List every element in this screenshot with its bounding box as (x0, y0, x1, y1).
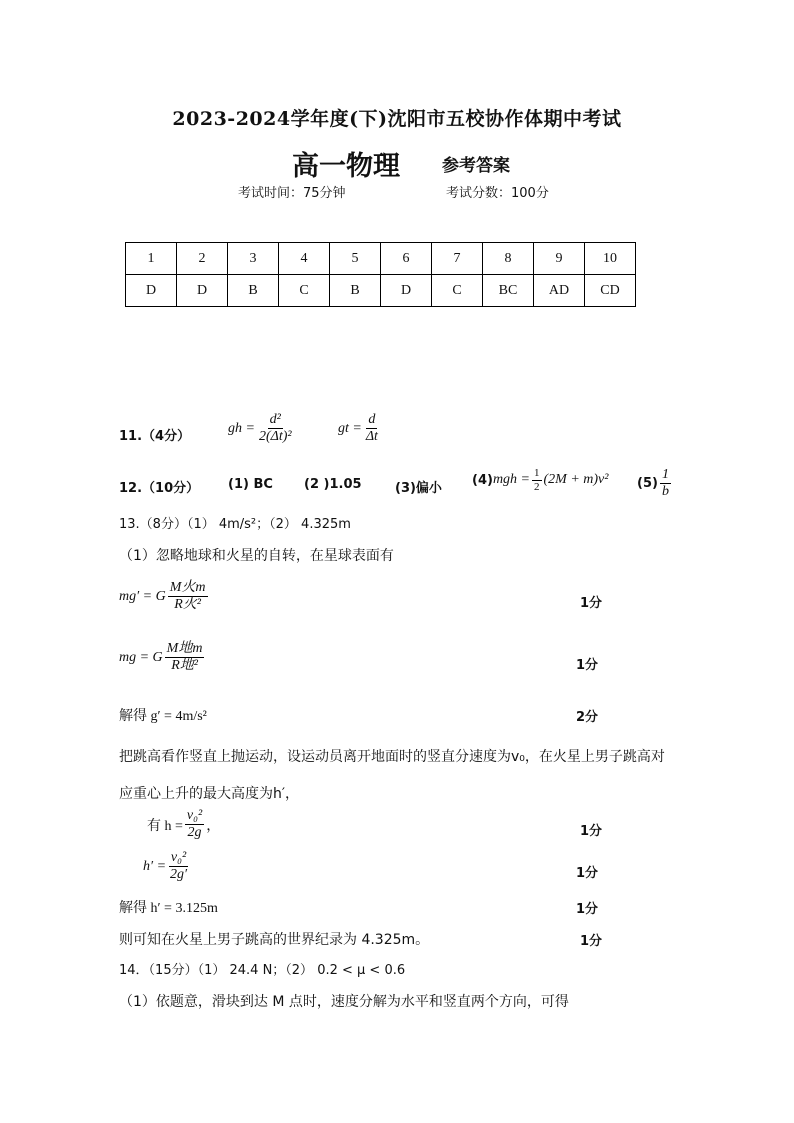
q12-part4-prefix: (4) (472, 472, 493, 488)
answer-cell: BC (483, 275, 534, 307)
question-number: 5 (330, 243, 381, 275)
q13-eq5 (143, 850, 191, 883)
q13-eq4-denominator: 2g (187, 825, 202, 841)
q13-intro: （1）忽略地球和火星的自转，在星球表面有 (119, 548, 394, 564)
q11-f2-fraction (364, 412, 380, 445)
q13-eq4 (147, 808, 220, 841)
q13-eq2-fraction (165, 641, 205, 674)
question-number: 3 (228, 243, 279, 275)
q13-eq5-score: 1分 (576, 866, 599, 881)
q13-eq6: 解得 h′ = 3.125m (119, 901, 218, 916)
q11-f1-fraction (257, 412, 294, 445)
q11-f2-numerator: d (366, 412, 377, 429)
q12-part4-lhs: mgh = (492, 472, 530, 488)
q14-intro: （1）依题意，滑块到达 M 点时，速度分解为水平和竖直两个方向，可得 (119, 994, 569, 1010)
exam-time: 考试时间：75分钟 (238, 186, 346, 201)
q13-paragraph-1: 把跳高看作竖直上抛运动，设运动员离开地面时的竖直分速度为v₀，在火星上男子跳高对 (119, 749, 665, 765)
q12-part4 (472, 467, 608, 493)
q13-eq2-lhs: mg = G (119, 649, 163, 665)
q12-part5-fraction (660, 467, 671, 500)
q13-eq1 (119, 580, 210, 613)
q13-eq2-numerator: M地m (165, 641, 205, 658)
question-number: 6 (381, 243, 432, 275)
q13-eq1-score: 1分 (580, 596, 603, 611)
q12-part5-numerator: 1 (660, 467, 671, 484)
q13-eq5-lhs: h′ = (143, 858, 167, 874)
q13-eq4-score: 1分 (580, 824, 603, 839)
q12-label: 12.（10分） (119, 481, 200, 496)
q11-f1-denominator: 2(Δt)² (258, 429, 292, 445)
q13-eq5-numerator: v₀² (169, 850, 188, 867)
answer-cell: B (330, 275, 381, 307)
q13-eq5-fraction (168, 850, 189, 883)
answer-cell: AD (534, 275, 585, 307)
q12-part2: (2 )1.05 (304, 477, 362, 492)
q13-eq4-numerator: v₀² (185, 808, 204, 825)
answer-table-answers-row (126, 275, 636, 307)
question-number: 8 (483, 243, 534, 275)
q13-eq1-numerator: M火m (168, 580, 208, 597)
exam-title: 2023-2024学年度(下)沈阳市五校协作体期中考试 (172, 108, 622, 130)
q12-part5-denominator: b (661, 484, 669, 500)
answer-table-numbers-row (126, 243, 636, 275)
q12-part4-fraction (532, 467, 542, 493)
question-number: 10 (585, 243, 636, 275)
answer-cell: D (177, 275, 228, 307)
q12-part5-prefix: (5) (637, 476, 658, 492)
q14-label: 14．（15分）（1） 24.4 N；（2） 0.2 < μ < 0.6 (119, 963, 406, 978)
q11-formula-2 (338, 412, 382, 445)
q13-eq3: 解得 g′ = 4m/s² (119, 709, 207, 724)
answer-cell: D (381, 275, 432, 307)
q13-eq4-fraction (185, 808, 204, 841)
q11-f2-denominator: Δt (365, 429, 378, 445)
q12-part4-rhs: (2M + m)v² (543, 472, 609, 488)
q13-eq2 (119, 641, 206, 674)
q13-eq2-score: 1分 (576, 658, 599, 673)
question-number: 4 (279, 243, 330, 275)
q13-label: 13.（8分）（1） 4m/s²；（2） 4.325m (119, 517, 351, 532)
q11-formula-1 (228, 412, 296, 445)
answer-key-label: 参考答案 (442, 156, 510, 176)
answer-cell: CD (585, 275, 636, 307)
q13-eq3-score: 2分 (576, 710, 599, 725)
q12-part1: (1) BC (228, 477, 273, 492)
q12-part3: (3)偏小 (395, 481, 442, 496)
q13-eq1-lhs: mg′ = G (119, 588, 166, 604)
q13-eq6-score: 1分 (576, 902, 599, 917)
subject-title: 高一物理 (292, 151, 400, 182)
question-number: 7 (432, 243, 483, 275)
q11-f1-numerator: d² (268, 412, 283, 429)
q12-part4-numerator: 1 (534, 467, 540, 479)
q13-eq4-tail: ， (206, 818, 221, 834)
q11-f2-lhs: gt = (338, 420, 362, 436)
q13-conclusion-score: 1分 (580, 934, 603, 949)
answer-cell: C (279, 275, 330, 307)
answer-cell: B (228, 275, 279, 307)
q13-paragraph-2: 应重心上升的最大高度为h′， (119, 786, 300, 802)
q11-label: 11.（4分） (119, 429, 191, 444)
answer-table (125, 242, 636, 307)
q13-conclusion: 则可知在火星上男子跳高的世界纪录为 4.325m。 (119, 932, 430, 948)
answer-cell: D (126, 275, 177, 307)
q13-eq1-denominator: R火² (174, 597, 201, 613)
q13-eq1-fraction (168, 580, 208, 613)
q12-part5 (637, 467, 673, 500)
q13-eq5-denominator: 2g′ (170, 867, 188, 883)
exam-score: 考试分数：100分 (446, 186, 549, 201)
question-number: 1 (126, 243, 177, 275)
question-number: 2 (177, 243, 228, 275)
q13-eq4-lhs: 有 h = (147, 818, 183, 834)
q12-part4-denominator: 2 (534, 480, 540, 493)
q13-eq2-denominator: R地² (171, 658, 198, 674)
q11-f1-lhs: gh = (228, 420, 255, 436)
answer-cell: C (432, 275, 483, 307)
question-number: 9 (534, 243, 585, 275)
